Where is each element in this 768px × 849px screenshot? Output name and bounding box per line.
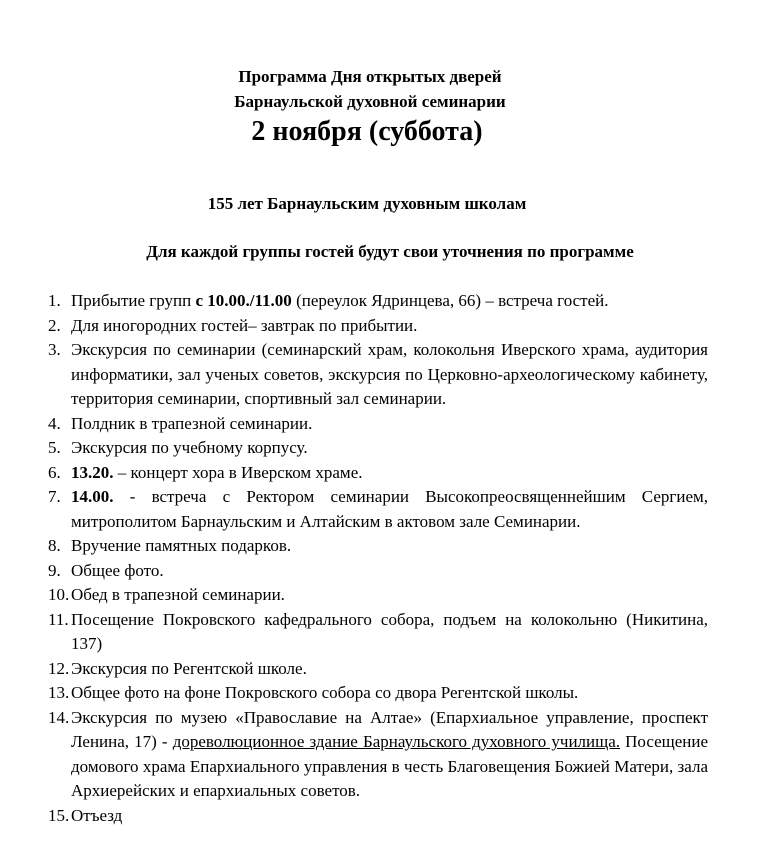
item-text: Общее фото. [71,560,164,580]
list-item [0,412,708,437]
item-text: Экскурсия по музею «Православие на Алтае» (Епархиальное управление, проспект Ленина, 17) - [71,707,708,751]
item-text: Общее фото на фоне Покровского собора со двора Регентской школы. [71,683,579,702]
item-text: Для иногородних гостей– завтрак по прибытии. [71,315,418,335]
anniversary-subtitle: 155 лет Барнаульским духовным школам [207,194,527,213]
list-item [0,289,708,314]
item-text: Экскурсия по семинарии (семинарский храм, колокольня Иверского храма, аудитория информатики, зал ученых советов, экскурсия по Церковно-археологическому кабинету, территория семинарии, спортивный зал семинарии. [71,340,708,408]
item-number: 5. [48,438,61,457]
item-text: Полдник в трапезной семинарии. [71,413,313,433]
item-time: 14.00. [71,487,114,506]
item-number: 1. [48,291,61,310]
item-text: Прибытие групп [71,291,196,310]
list-item [0,314,708,339]
list-item [0,608,708,657]
list-item [0,534,708,559]
item-number: 11. [48,609,69,629]
item-text: Отъезд [71,805,123,825]
item-text: Экскурсия по Регентской школе. [71,658,307,678]
program-note: Для каждой группы гостей будут свои уточнения по программе [146,242,634,261]
list-item [0,559,708,584]
item-number: 6. [48,462,61,482]
list-item [0,461,708,486]
item-number: 14. [48,707,70,727]
list-item [0,706,708,804]
item-text: Посещение Покровского кафедрального собора, подъем на колокольню (Никитина, 137) [71,609,708,653]
event-date: 2 ноября (суббота) [251,116,483,147]
item-number: 12. [48,658,70,678]
program-list [0,289,768,828]
list-item [0,338,708,412]
item-number: 4. [48,413,61,433]
item-number: 13. [48,683,70,702]
item-number: 15. [48,805,70,825]
underlined-text: дореволюционное здание Барнаульского духовного училища. [172,732,621,751]
item-text: Обед в трапезной семинарии. [71,585,285,604]
item-time: 13.20. [71,462,114,482]
item-number: 9. [48,560,61,580]
list-item [0,804,708,829]
item-text: Экскурсия по учебному корпусу. [71,438,308,457]
list-item [0,657,708,682]
title-line-1: Программа Дня открытых дверей [238,67,502,86]
item-number: 3. [48,340,61,359]
item-number: 10. [48,585,70,604]
item-text: - встреча с Ректором семинарии Высокопреосвященнейшим Сергием, митрополитом Барнаульским и Алтайским в актовом зале Семинарии. [71,487,708,531]
list-item [0,485,708,534]
list-item [0,681,708,706]
item-number: 2. [48,315,61,335]
list-item [0,583,708,608]
title-line-2: Барнаульской духовной семинарии [234,92,506,111]
item-time: с 10.00./11.00 [195,291,292,310]
item-number: 8. [48,536,61,555]
item-text: Посещение домового храма Епархиального управления в честь Благовещения Божией Матери, зала Архиерейских и епархиальных советов. [71,732,708,800]
list-item [0,436,708,461]
item-text: Вручение памятных подарков. [71,536,292,555]
item-text: – концерт хора в Иверском храме. [113,462,363,482]
item-number: 7. [48,487,61,506]
item-text: (переулок Ядринцева, 66) – встреча гостей. [291,291,609,310]
